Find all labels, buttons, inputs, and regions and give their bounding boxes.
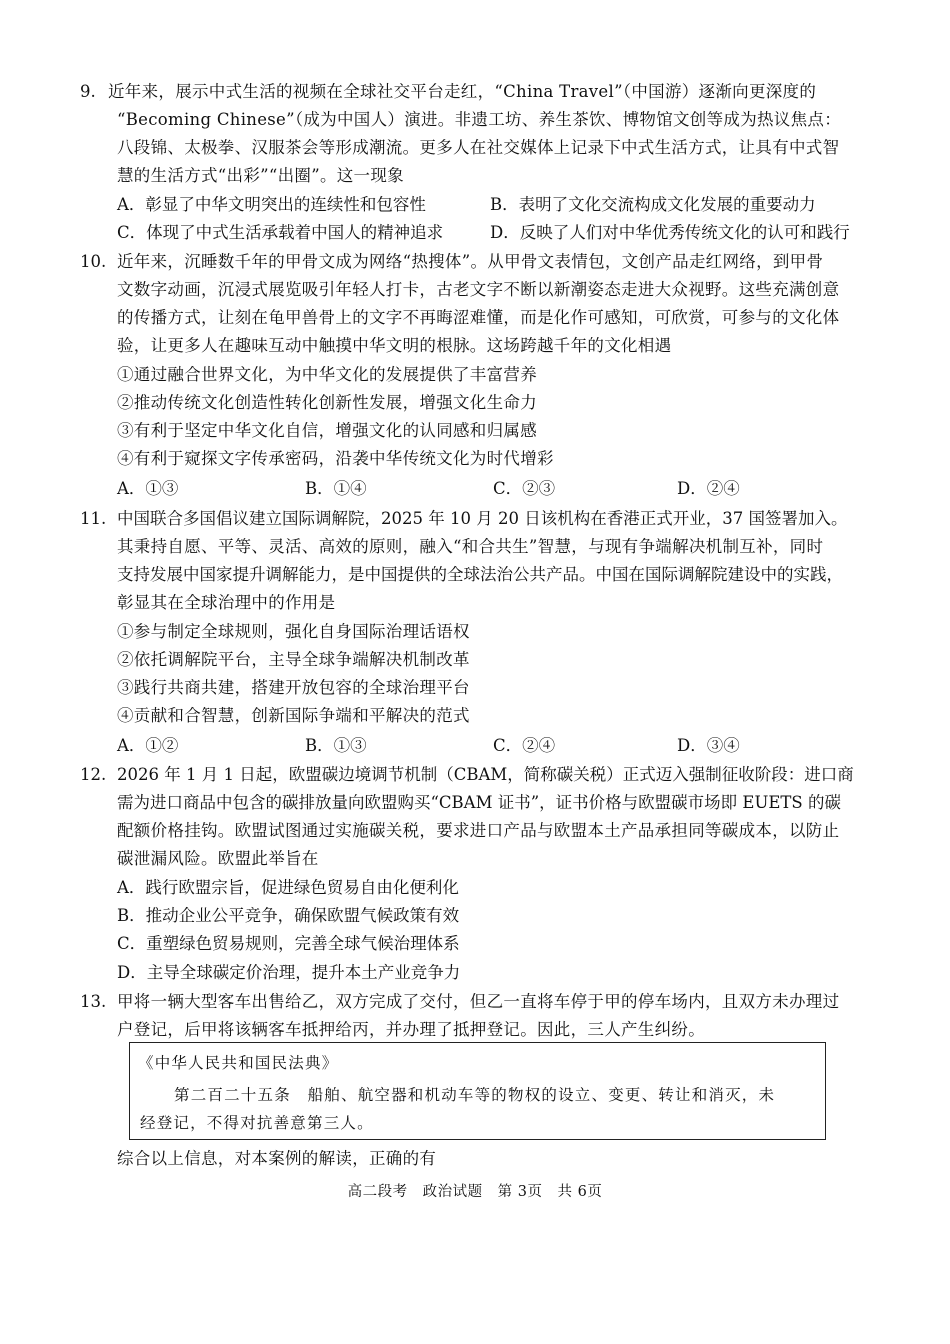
question-text-line: 的传播方式，让刻在龟甲兽骨上的文字不再晦涩难懂，而是化作可感知，可欣赏，可参与的文化体 — [117, 308, 840, 327]
question-number: 9. — [80, 82, 96, 101]
law-title: 《中华人民共和国民法典》 — [138, 1054, 339, 1072]
option-d: D．②④ — [677, 479, 740, 498]
question-text-line: 验，让更多人在趣味互动中触摸中华文明的根脉。这场跨越千年的文化相遇 — [117, 336, 672, 355]
option-a: A．彰显了中华文明突出的连续性和包容性 — [117, 195, 426, 214]
option-a: A．①③ — [117, 479, 179, 498]
question-text-line: 慧的生活方式“出彩”“出圈”。这一现象 — [117, 166, 404, 185]
option-b: B．①③ — [305, 736, 367, 755]
option-b: B．推动企业公平竞争，确保欧盟气候政策有效 — [117, 906, 460, 925]
option-b: B．①④ — [305, 479, 367, 498]
question-number: 11. — [80, 509, 107, 528]
statement-item: ④贡献和合智慧，创新国际争端和平解决的范式 — [117, 706, 470, 725]
question-text-line: 中国联合多国倡议建立国际调解院，2025 年 10 月 20 日该机构在香港正式开业，37 国签署加入。 — [117, 509, 848, 528]
option-c: C．体现了中式生活承载着中国人的精神追求 — [117, 223, 444, 242]
statement-item: ①通过融合世界文化，为中华文化的发展提供了丰富营养 — [117, 365, 537, 384]
statement-item: ③践行共商共建，搭建开放包容的全球治理平台 — [117, 678, 470, 697]
option-a: A．践行欧盟宗旨，促进绿色贸易自由化便利化 — [117, 878, 459, 897]
option-d: D．③④ — [677, 736, 740, 755]
statement-item: ②推动传统文化创造性转化创新性发展，增强文化生命力 — [117, 393, 537, 412]
question-text-line: 其秉持自愿、平等、灵活、高效的原则，融入“和合共生”智慧，与现有争端解决机制互补，同时 — [117, 537, 824, 556]
question-number: 12. — [80, 765, 107, 784]
question-text-line: “Becoming Chinese”（成为中国人）演进。非遗工坊、养生茶饮、博物馆文创等成为热议焦点： — [117, 110, 841, 129]
statement-item: ③有利于坚定中华文化自信，增强文化的认同感和归属感 — [117, 421, 537, 440]
option-d: D．主导全球碳定价治理，提升本土产业竞争力 — [117, 963, 461, 982]
option-a: A．①② — [117, 736, 179, 755]
option-c: C．②③ — [493, 479, 556, 498]
page-footer: 高二段考 政治试题 第 3页 共 6页 — [347, 1184, 603, 1200]
statement-item: ④有利于窥探文字传承密码，沿袭中华传统文化为时代增彩 — [117, 449, 554, 468]
option-b: B．表明了文化交流构成文化发展的重要动力 — [490, 195, 816, 214]
question-text-line: 文数字动画，沉浸式展览吸引年轻人打卡，古老文字不断以新潮姿态走进大众视野。这些充满创意 — [117, 280, 840, 299]
question-text-line: 近年来，沉睡数千年的甲骨文成为网络“热搜体”。从甲骨文表情包，文创产品走红网络，到甲骨 — [117, 252, 824, 271]
question-text-line: 户登记，后甲将该辆客车抵押给丙，并办理了抵押登记。因此，三人产生纠纷。 — [117, 1020, 705, 1039]
question-number: 10. — [80, 252, 107, 271]
option-d: D．反映了人们对中华优秀传统文化的认可和践行 — [490, 223, 850, 242]
question-text-line: 近年来，展示中式生活的视频在全球社交平台走红，“China Travel”（中国游）逐渐向更深度的 — [108, 82, 817, 101]
question-number: 13. — [80, 992, 107, 1011]
statement-item: ①参与制定全球规则，强化自身国际治理话语权 — [117, 622, 470, 641]
option-c: C．重塑绿色贸易规则，完善全球气候治理体系 — [117, 934, 460, 953]
law-excerpt-box — [129, 1042, 826, 1140]
question-text-line: 配额价格挂钩。欧盟试图通过实施碳关税，要求进口产品与欧盟本土产品承担同等碳成本，以防止 — [117, 821, 840, 840]
question-text-line: 碳泄漏风险。欧盟此举旨在 — [117, 849, 319, 868]
question-text-line: 甲将一辆大型客车出售给乙，双方完成了交付，但乙一直将车停于甲的停车场内，且双方未办理过 — [117, 992, 840, 1011]
question-text-line: 彰显其在全球治理中的作用是 — [117, 593, 336, 612]
law-article-line: 第二百二十五条 船舶、航空器和机动车等的物权的设立、变更、转让和消灭，未 — [174, 1086, 776, 1104]
statement-item: ②依托调解院平台，主导全球争端解决机制改革 — [117, 650, 470, 669]
option-c: C．②④ — [493, 736, 556, 755]
law-article-line: 经登记，不得对抗善意第三人。 — [140, 1114, 374, 1132]
question-stem-end: 综合以上信息，对本案例的解读，正确的有 — [117, 1149, 437, 1168]
question-text-line: 支持发展中国家提升调解能力，是中国提供的全球法治公共产品。中国在国际调解院建设中的实践， — [117, 565, 843, 584]
question-text-line: 需为进口商品中包含的碳排放量向欧盟购买“CBAM 证书”，证书价格与欧盟碳市场即 EUETS 的碳 — [117, 793, 841, 812]
question-text-line: 2026 年 1 月 1 日起，欧盟碳边境调节机制（CBAM，简称碳关税）正式迈入强制征收阶段：进口商 — [117, 765, 854, 784]
question-text-line: 八段锦、太极拳、汉服茶会等形成潮流。更多人在社交媒体上记录下中式生活方式，让具有中式智 — [117, 138, 840, 157]
